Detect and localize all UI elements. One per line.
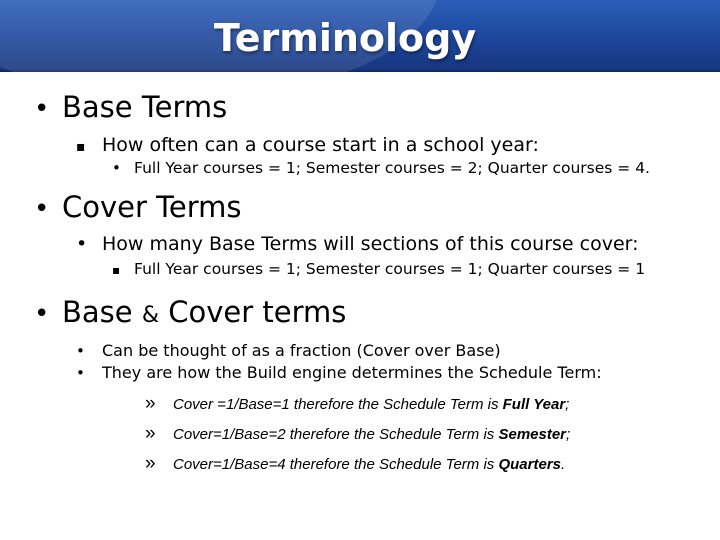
section-heading: Base Terms <box>62 90 228 124</box>
base-cover-sub-2 <box>76 363 602 383</box>
example-end: . <box>561 456 566 473</box>
base-terms-question <box>76 133 539 159</box>
slide-title: Terminology <box>213 16 477 60</box>
section-heading: Cover Terms <box>62 190 242 224</box>
double-chevron-icon: » <box>145 393 156 414</box>
section-heading-part2: Cover terms <box>159 295 347 329</box>
bullet-icon: • <box>34 94 50 124</box>
example-end: ; <box>566 426 571 443</box>
section-heading-ampersand: & <box>141 303 159 328</box>
section-heading-part1: Base <box>62 295 142 329</box>
question-text: How often can a course start in a school year: <box>102 134 539 156</box>
base-cover-sub-1 <box>76 341 501 361</box>
schedule-example-2 <box>145 424 570 445</box>
bullet-icon: • <box>34 299 50 329</box>
sub-text: Can be thought of as a fraction (Cover over Base) <box>102 341 501 360</box>
cover-terms-detail <box>112 259 645 280</box>
base-terms-detail <box>112 158 650 178</box>
section-base-terms <box>34 90 227 126</box>
square-bullet-icon: ▪ <box>112 263 121 277</box>
question-text: How many Base Terms will sections of this course cover: <box>102 233 639 255</box>
square-bullet-icon: ▪ <box>76 139 86 155</box>
slide-header <box>0 0 720 72</box>
section-base-cover-terms <box>34 295 346 333</box>
example-text: Cover=1/Base=4 therefore the Schedule Term is <box>173 456 499 473</box>
schedule-example-3 <box>145 454 565 475</box>
cover-terms-question <box>76 232 639 256</box>
bullet-icon: • <box>112 159 121 177</box>
schedule-example-1 <box>145 394 569 415</box>
bullet-icon: • <box>76 233 88 255</box>
example-end: ; <box>565 396 570 413</box>
detail-text: Full Year courses = 1; Semester courses = 1; Quarter courses = 1 <box>134 260 646 278</box>
example-term: Full Year <box>502 396 566 413</box>
sub-text: They are how the Build engine determines the Schedule Term: <box>102 363 602 382</box>
section-cover-terms <box>34 190 242 226</box>
bullet-icon: • <box>34 194 50 224</box>
bullet-icon: • <box>76 364 85 382</box>
bullet-icon: • <box>76 342 85 360</box>
detail-text: Full Year courses = 1; Semester courses = 2; Quarter courses = 4. <box>134 159 650 177</box>
example-term: Quarters <box>498 456 561 473</box>
example-text: Cover=1/Base=2 therefore the Schedule Term is <box>173 426 499 443</box>
double-chevron-icon: » <box>145 423 156 444</box>
example-term: Semester <box>498 426 567 443</box>
double-chevron-icon: » <box>145 453 156 474</box>
example-text: Cover =1/Base=1 therefore the Schedule Term is <box>173 396 503 413</box>
